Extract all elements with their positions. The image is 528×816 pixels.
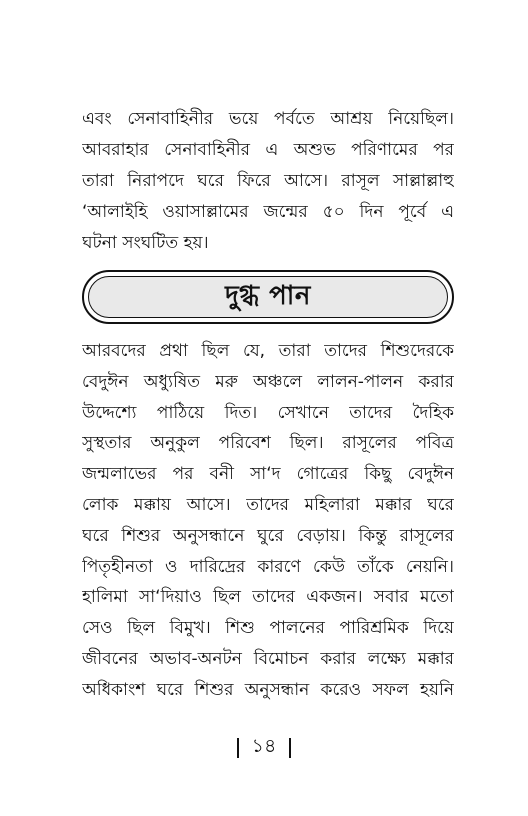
text-line: সেও ছিল বিমুখ। শিশু পালনের পারিশ্রমিক দিয়ে [82,618,454,639]
text-line: ‘আলাইহি ওয়াসাল্লামের জন্মের ৫০ দিন পূর্বে এ [82,202,454,222]
text-line: আবরাহার সেনাবাহিনীর এ অশুভ পরিণামের পর [82,140,454,160]
text-line: হালিমা সা‘দিয়াও ছিল তাদের একজন। সবার মতো [82,587,454,608]
left-divider [237,738,239,758]
text-line: জীবনের অভাব-অনটন বিমোচন করার লক্ষ্যে মক্কার [82,648,454,669]
text-line: লোক মক্কায় আসে। তাদের মহিলারা মক্কার ঘরে [82,494,454,515]
page-number-footer [0,732,528,764]
right-divider [289,738,291,758]
text-line: উদ্দেশ্যে পাঠিয়ে দিত। সেখানে তাদের দৈহিক [82,402,454,423]
text-line: বেদুঈন অধ্যুষিত মরু অঞ্চলে লালন-পালন করার [82,371,454,392]
section-title: দুগ্ধ পান [225,281,311,311]
text-line: পিতৃহীনতা ও দারিদ্রের কারণে কেউ তাঁকে নেয়নি। [82,556,454,577]
text-line: ঘরে শিশুর অনুসন্ধানে ঘুরে বেড়ায়। কিন্তু রাসূলের [82,525,454,546]
text-line: এবং সেনাবাহিনীর ভয়ে পর্বতে আশ্রয় নিয়েছিল। [82,109,454,129]
text-line: ঘটনা সংঘটিত হয়। [82,233,209,253]
section-heading-frame [82,270,454,324]
text-line: অধিকাংশ ঘরে শিশুর অনুসন্ধান করেও সফল হয়নি [82,679,454,700]
text-line: আরবদের প্রথা ছিল যে, তারা তাদের শিশুদেরকে [82,341,454,361]
text-line: সুস্থতার অনুকুল পরিবেশ ছিল। রাসূলের পবিত্র [82,433,454,454]
section-heading-box [88,276,448,318]
top-paragraph [82,104,454,259]
text-line: তারা নিরাপদে ঘরে ফিরে আসে। রাসূল সাল্লাল্লাহু [82,171,454,191]
page-number: ১৪ [251,735,277,757]
main-paragraph [82,336,454,706]
text-line: জন্মলাভের পর বনী সা‘দ গোত্রের কিছু বেদুঈন [82,464,454,485]
